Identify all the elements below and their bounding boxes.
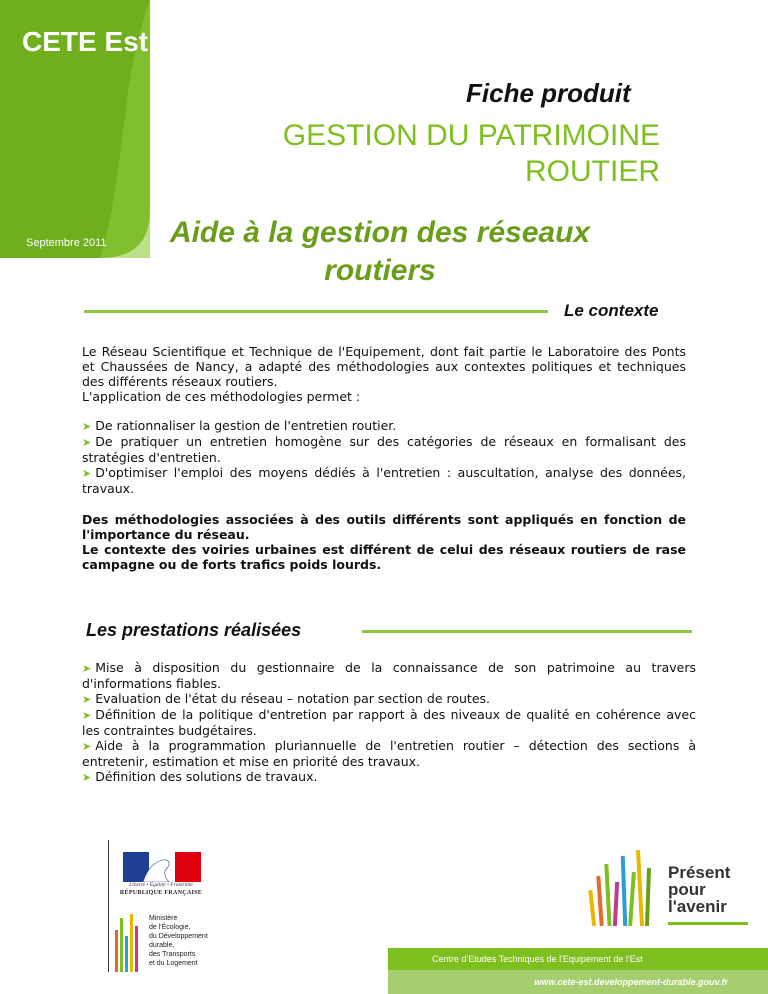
section-heading-contexte: Le contexte xyxy=(564,301,659,320)
page-subtitle: Aide à la gestion des réseaux routiers xyxy=(169,216,591,287)
present-avenir-logo-icon xyxy=(584,846,664,926)
intro-lead: L'application de ces méthodologies permet : xyxy=(82,389,361,404)
arrow-bullet-icon: ➤ xyxy=(82,436,92,449)
slogan-underline xyxy=(668,922,748,925)
arrow-bullet-icon: ➤ xyxy=(82,709,92,722)
ministry-name: Ministère de l'Écologie, du Développement durable, des Transports et du Logement xyxy=(149,915,208,967)
website-link[interactable]: www.cete-est.developpement-durable.gouv.fr xyxy=(534,977,728,987)
list-item: ➤ De pratiquer un entretien homogène sur des catégories de réseaux en formalisant des stratégies d'entretien. xyxy=(82,434,686,465)
page-title: GESTION DU PATRIMOINE ROUTIER xyxy=(282,119,660,188)
ministry-logo xyxy=(108,840,213,972)
contexte-emphasis: Des méthodologies associées à des outils différents sont appliqués en fonction de l'importance du réseau. Le contexte des voiries urbaines est différent de celui des réseaux routiers de rase campagne ou de forts trafics poids lourds. xyxy=(82,512,686,572)
arrow-bullet-icon: ➤ xyxy=(82,693,92,706)
footer-centre: Centre d'Etudes Techniques de l'Equipement de l'Est xyxy=(388,948,768,970)
slogan: Présent pour l'avenir xyxy=(668,863,731,916)
list-item: ➤ Définition des solutions de travaux. xyxy=(82,769,318,784)
list-item: ➤ Aide à la programmation pluriannuelle de l'entretien routier – détection des sections à entretenir, estimation et mise en priorité des travaux. xyxy=(82,738,696,769)
rf-motto: Liberté • Égalité • Fraternité xyxy=(129,882,193,888)
list-item: ➤ Définition de la politique d'entretion par rapport à des niveaux de qualité en cohérence avec les contraintes budgétaires. xyxy=(82,707,696,738)
prestations-bullets xyxy=(82,660,696,785)
arrow-bullet-icon: ➤ xyxy=(82,467,92,480)
contexte-intro xyxy=(82,344,686,404)
arrow-bullet-icon: ➤ xyxy=(82,740,92,753)
list-item: ➤ Mise à disposition du gestionnaire de la connaissance de son patrimoine au travers d'informations fiables. xyxy=(82,660,696,691)
list-item: ➤ De rationnaliser la gestion de l'entretien routier. xyxy=(82,418,397,433)
doc-type: Fiche produit xyxy=(466,78,631,108)
arrow-bullet-icon: ➤ xyxy=(82,420,92,433)
arrow-bullet-icon: ➤ xyxy=(82,662,92,675)
footer-url-bar xyxy=(388,970,768,994)
list-item: ➤ Evaluation de l'état du réseau – notation par section de routes. xyxy=(82,691,491,706)
list-item: ➤ D'optimiser l'emploi des moyens dédiés à l'entretien : auscultation, analyse des données, travaux. xyxy=(82,465,686,496)
rf-name: RÉPUBLIQUE FRANÇAISE xyxy=(119,890,203,896)
org-name: CETE Est xyxy=(22,26,149,57)
contexte-bullets xyxy=(82,418,686,496)
ministry-bars-icon xyxy=(113,910,143,972)
marianne-flag-icon xyxy=(123,852,201,882)
intro-paragraph: Le Réseau Scientifique et Technique de l'Equipement, dont fait partie le Laboratoire des Ponts et Chaussées de Nancy, a adapté des méthodologies aux contextes politiques et techniques des différents réseaux routiers. xyxy=(82,344,686,389)
section-heading-prestations: Les prestations réalisées xyxy=(86,620,302,640)
arrow-bullet-icon: ➤ xyxy=(82,771,92,784)
section-divider xyxy=(84,310,548,313)
publication-date: Septembre 2011 xyxy=(26,237,107,249)
section-divider xyxy=(362,630,692,633)
